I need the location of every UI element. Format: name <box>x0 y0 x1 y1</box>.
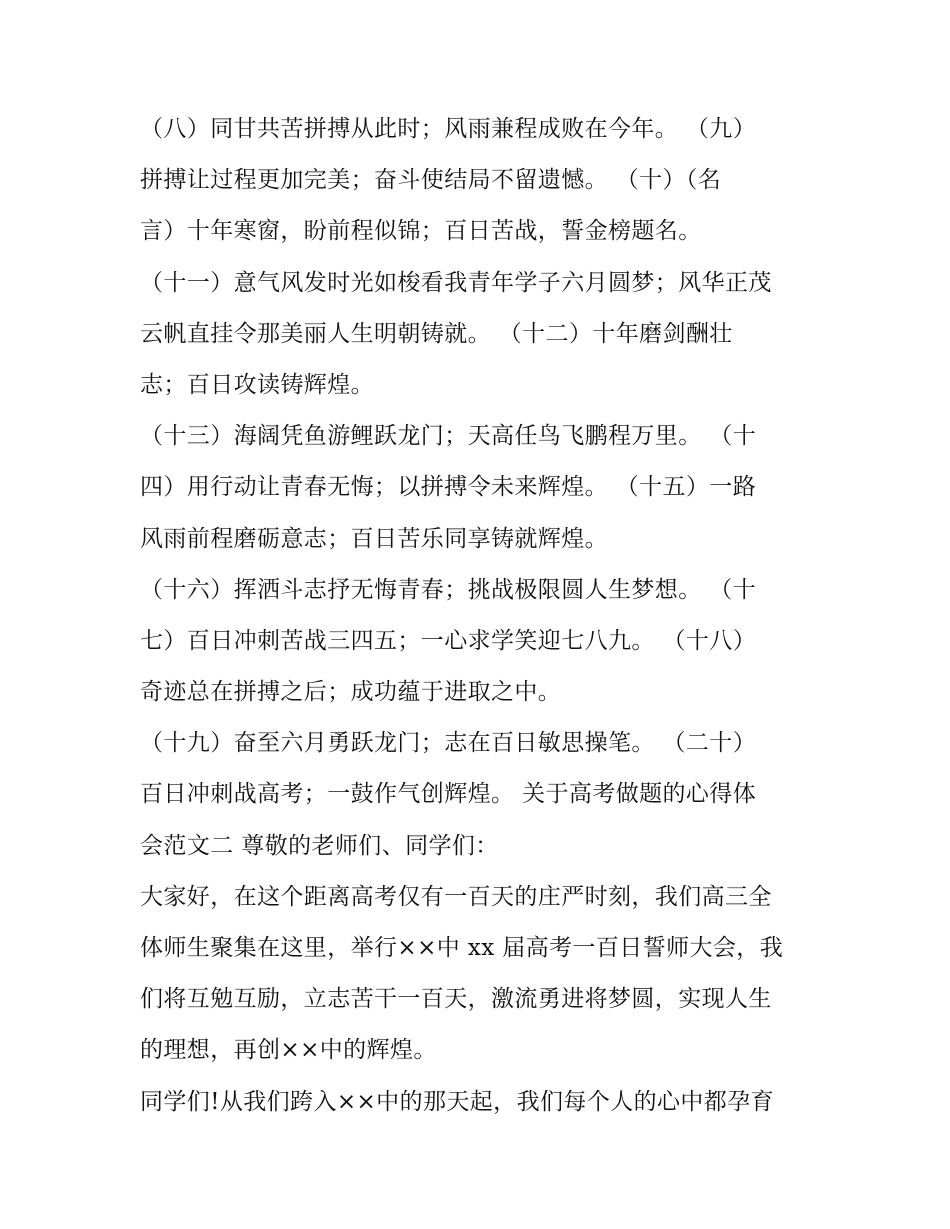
text-line: （八）同甘共苦拼搏从此时；风雨兼程成败在今年。 （九） <box>140 116 757 142</box>
text-line: 志；百日攻读铸辉煌。 <box>140 371 374 398</box>
text-line: 们将互勉互励，立志苦干一百天，激流勇进将梦圆，实现人生 <box>140 986 772 1013</box>
text-line: （十一）意气风发时光如梭看我青年学子六月圆梦；风华正茂 <box>140 269 772 296</box>
text-line: 奇迹总在拼搏之后；成功蕴于进取之中。 <box>140 679 562 706</box>
text-line: （十三）海阔凭鱼游鲤跃龙门；天高任鸟飞鹏程万里。 （十 <box>140 423 757 450</box>
text-line: 四）用行动让青春无悔；以拼搏令未来辉煌。 （十五）一路 <box>140 474 757 501</box>
text-line: 言）十年寒窗，盼前程似锦；百日苦战，誓金榜题名。 <box>140 218 702 245</box>
text-line: 会范文二 尊敬的老师们、同学们： <box>140 832 499 859</box>
text-line: 体师生聚集在这里，举行××中 xx 届高考一百日誓师大会，我 <box>140 935 784 961</box>
text-line: 拼搏让过程更加完美；奋斗使结局不留遗憾。 （十）（名 <box>140 167 722 194</box>
text-line: （十九）奋至六月勇跃龙门；志在百日敏思操笔。 （二十） <box>140 730 757 757</box>
text-line: 风雨前程磨砺意志；百日苦乐同享铸就辉煌。 <box>140 525 608 552</box>
text-line: 的理想，再创××中的辉煌。 <box>140 1037 437 1064</box>
text-line: 大家好，在这个距离高考仅有一百天的庄严时刻，我们高三全 <box>140 883 772 910</box>
text-line: 七）百日冲刺苦战三四五；一心求学笑迎七八九。 （十八） <box>140 627 757 654</box>
text-line: 云帆直挂令那美丽人生明朝铸就。 （十二）十年磨剑酬壮 <box>140 320 733 347</box>
text-line: 同学们!从我们跨入××中的那天起，我们每个人的心中都孕育 <box>140 1088 774 1115</box>
text-line: （十六）挥洒斗志抒无悔青春；挑战极限圆人生梦想。 （十 <box>140 576 757 603</box>
text-line: 百日冲刺战高考；一鼓作气创辉煌。 关于高考做题的心得体 <box>140 781 757 808</box>
document-body <box>140 104 820 1128</box>
